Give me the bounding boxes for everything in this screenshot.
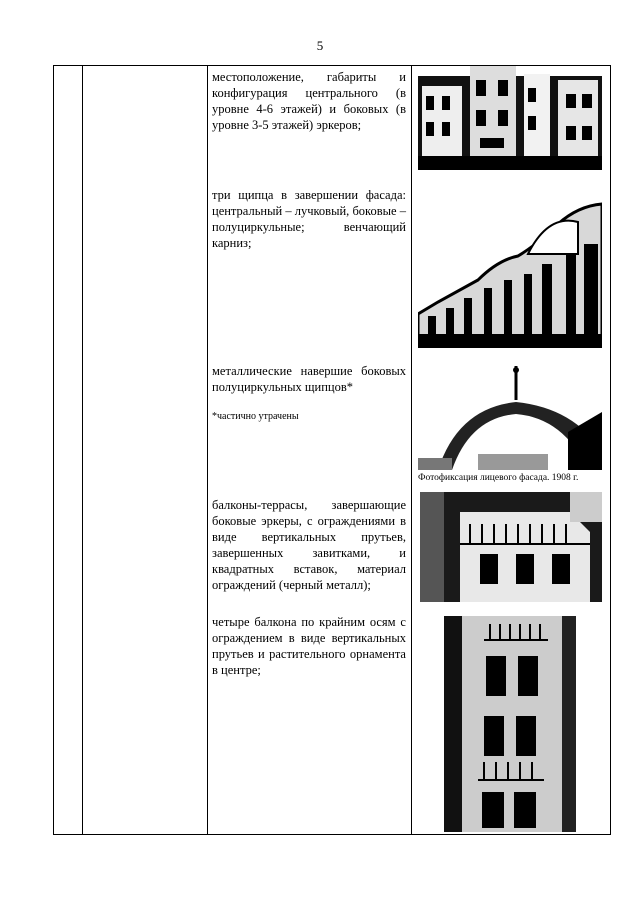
row-1-description: местоположение, габариты и конфигурация центрального (в уровне 4-6 этажей) и боковых (в уровне 3-5 этажей) эркеров; xyxy=(212,70,406,132)
row-3-footnote: *частично утрачены xyxy=(212,411,299,422)
column-divider xyxy=(411,66,412,834)
building-facade-photo xyxy=(418,66,602,170)
column-divider xyxy=(207,66,208,834)
facade-balconies-photo xyxy=(444,616,576,832)
facade-gables-photo xyxy=(418,184,602,348)
photo-caption: Фотофиксация лицевого фасада. 1908 г. xyxy=(418,473,579,483)
row-4-description: балконы-террасы, завершающие боковые эркеры, с ограждениями в виде вертикальных прутьев, завершенных завитками, и квадратных вставок, материал ограждений (черный металл); xyxy=(212,498,406,592)
row-2-description: три щипца в завершении фасада: центральный – лучковый, боковые – полуциркульные; венчающий карниз; xyxy=(212,188,406,250)
balcony-terrace-photo xyxy=(420,492,602,602)
row-5-description: четыре балкона по крайним осям с ограждением в виде вертикальных прутьев и растительного орнамента в центре; xyxy=(212,615,406,677)
gable-finial-photo xyxy=(418,362,602,470)
column-divider xyxy=(82,66,83,834)
page-number: 5 xyxy=(316,38,324,53)
row-3-description: металлические навершие боковых полуциркульных щипцов* xyxy=(212,364,406,394)
